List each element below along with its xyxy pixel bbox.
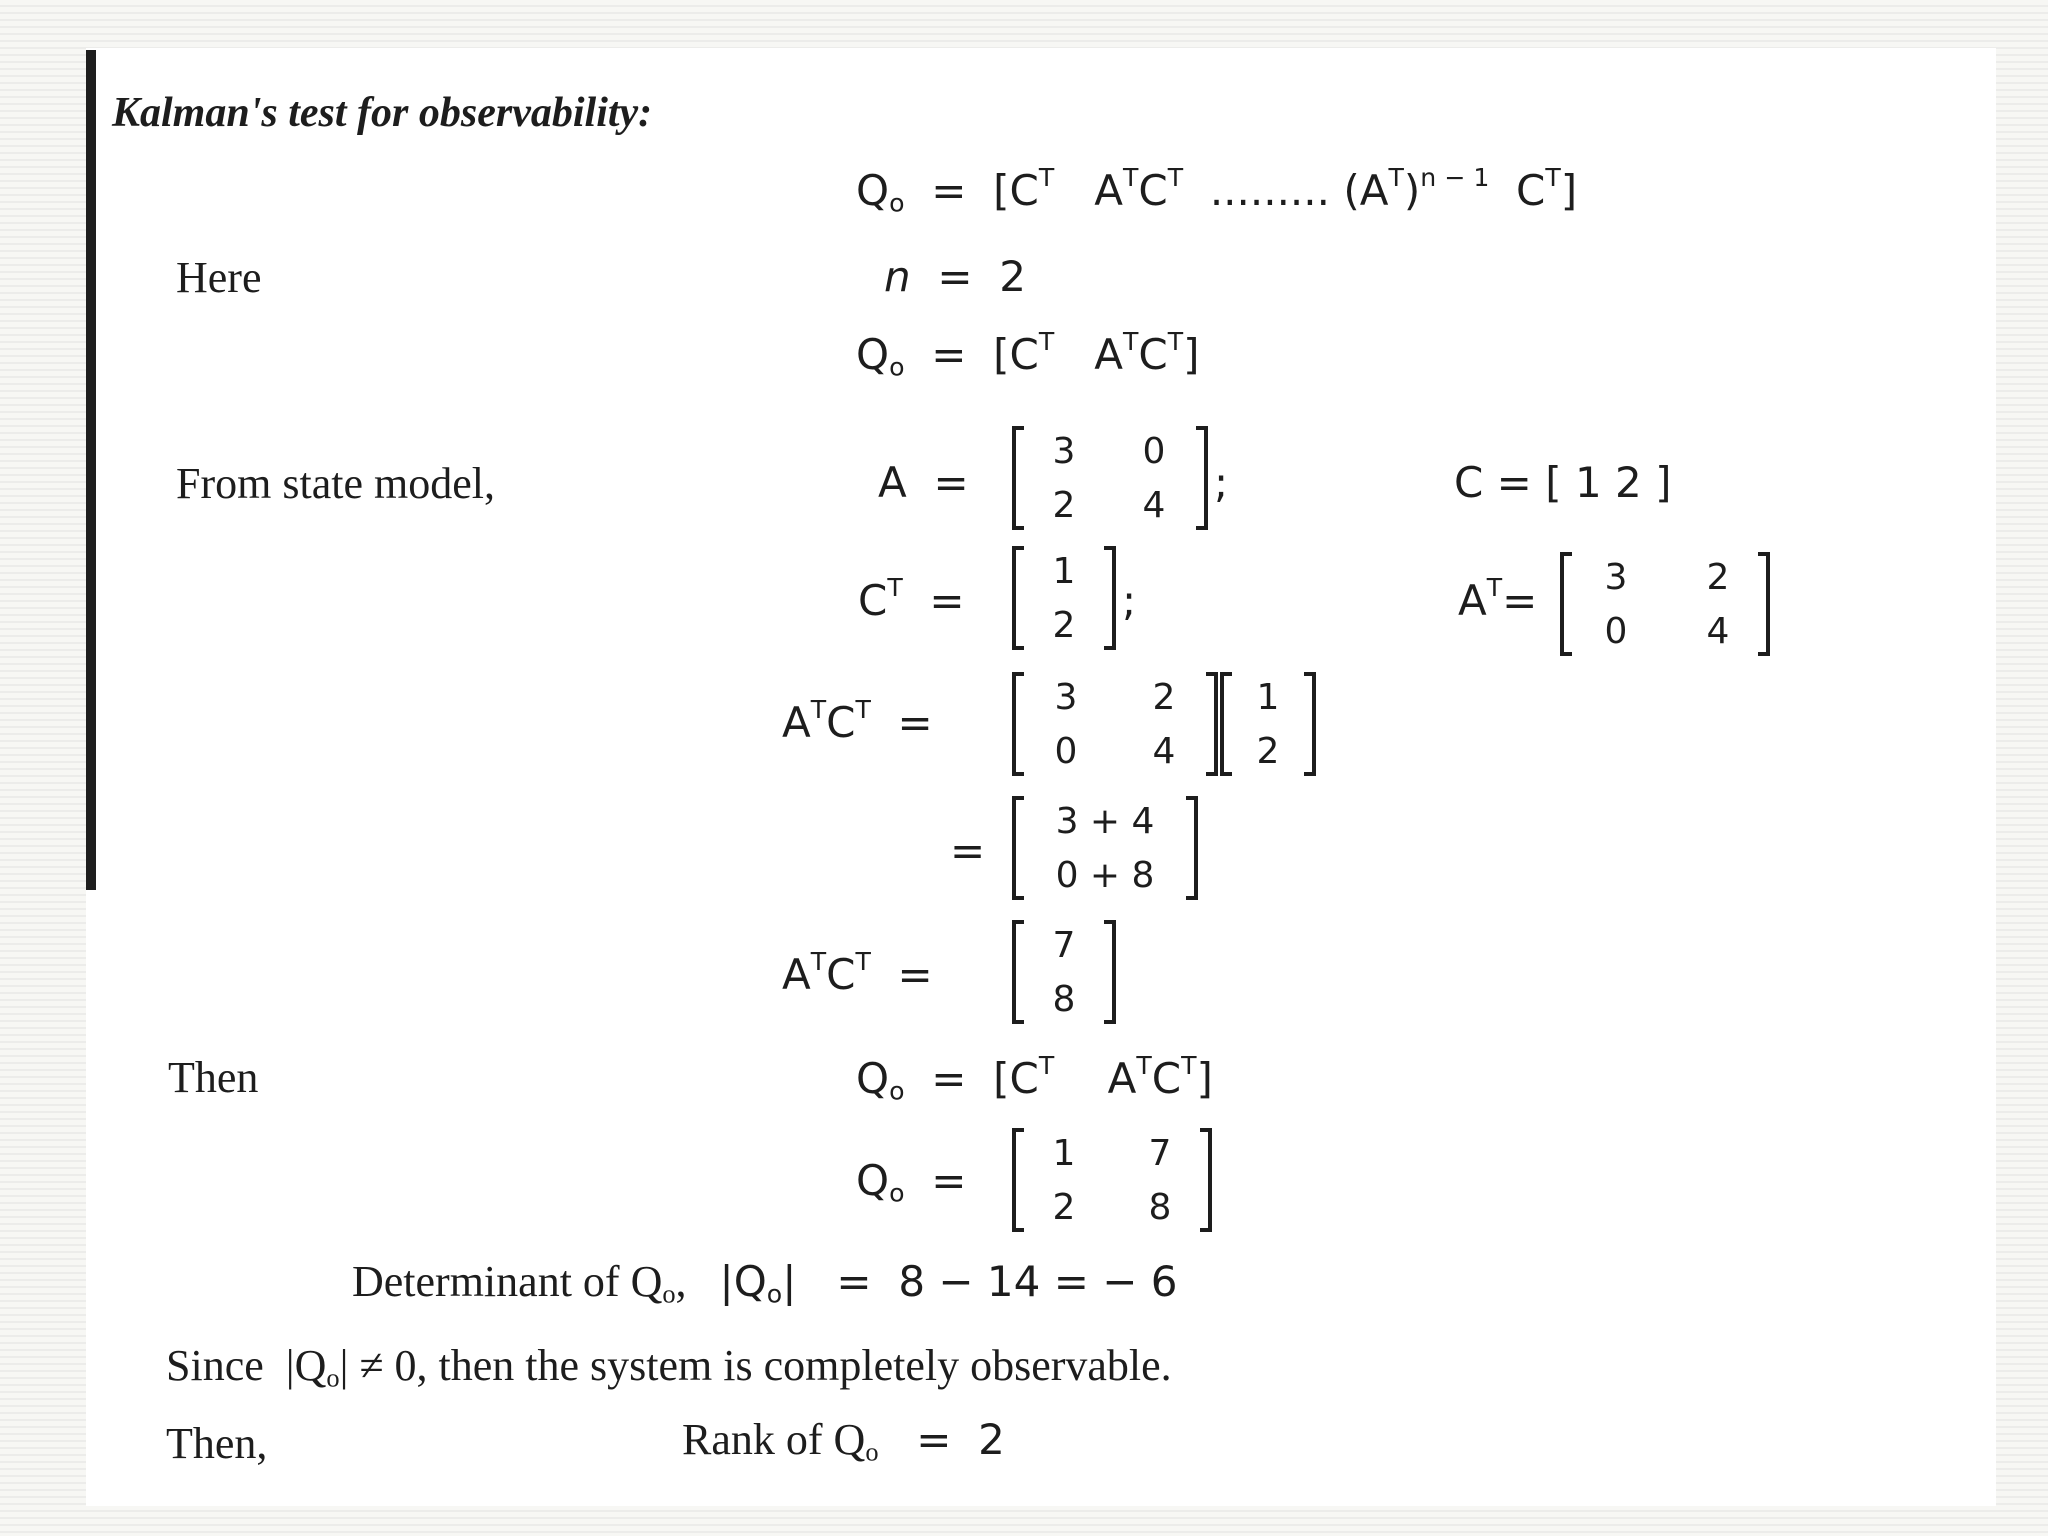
qo-then: $Q_o = [C^T$ $A^TC^T$]	[856, 1051, 1213, 1106]
conclusion-line: Since $|Q_o| \ne 0$, then the system is completely observable.	[166, 1341, 1172, 1393]
qo-matrix-label: $Q_o$ =	[856, 1156, 967, 1208]
matrix-at: 3 2 0 4	[1560, 552, 1770, 656]
label-then-comma: Then,	[166, 1419, 268, 1468]
semicolon-ct: ;	[1122, 576, 1137, 625]
matrix-a: 3 0 2 4	[1012, 426, 1208, 530]
rank-line: Rank of $Q_o$ = 2	[682, 1415, 1005, 1467]
label-here: Here	[176, 253, 262, 302]
c-row-vector: C = [ 1 2 ]	[1454, 458, 1672, 507]
matrix-sum: 3 + 4 0 + 8	[1012, 796, 1198, 900]
a-label: A =	[878, 458, 969, 507]
matrix-atct: 7 8	[1012, 920, 1116, 1024]
page-title: Kalman's test for observability:	[112, 90, 653, 136]
qo-definition: $Q_o = [C^T$ $A^TC^T$ ......... $(A^T)^{n - 1}$ $C^T$]	[856, 163, 1578, 218]
ct-label: $C^T$ =	[858, 573, 965, 625]
atct-label-1: $A^TC^T$ =	[782, 695, 933, 747]
qo-n2: $Q_o = [C^T$ $A^TC^T$]	[856, 327, 1200, 382]
equals-sum: =	[950, 826, 986, 875]
left-rule	[86, 50, 96, 890]
label-from-state-model: From state model,	[176, 459, 495, 508]
semicolon-a: ;	[1214, 458, 1229, 507]
determinant-line: Determinant of $Q_o$, $|Q_o|$ = 8 − 14 = − 6	[352, 1257, 1178, 1309]
atct-label-2: $A^TC^T$ =	[782, 947, 933, 999]
matrix-qo: 1 7 2 8	[1012, 1128, 1212, 1232]
matrix-at-product: 3 2 0 4	[1012, 672, 1218, 776]
matrix-ct-product: 1 2	[1220, 672, 1316, 776]
matrix-ct: 1 2	[1012, 546, 1116, 650]
at-label: $A^T=$	[1458, 573, 1538, 625]
label-then: Then	[168, 1053, 259, 1102]
n-value: n = 2	[884, 252, 1026, 301]
